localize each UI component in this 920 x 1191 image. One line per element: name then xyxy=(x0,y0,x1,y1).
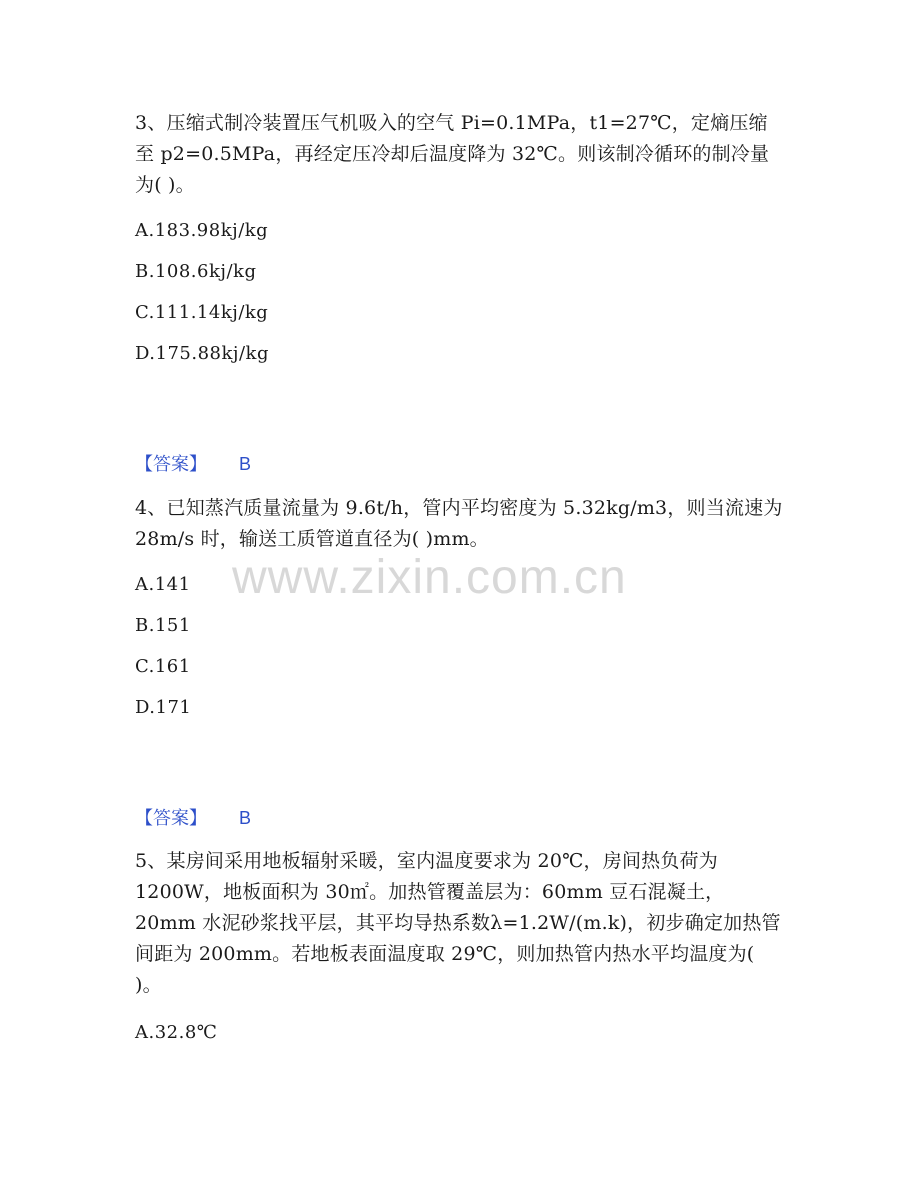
answer-label: 【答案】 xyxy=(135,454,207,475)
question-3-option-c: C.111.14kj/kg xyxy=(135,302,269,323)
question-3-option-a: A.183.98kj/kg xyxy=(135,220,269,241)
question-4-option-b: B.151 xyxy=(135,615,191,636)
answer-value: B xyxy=(239,454,252,474)
answer-label: 【答案】 xyxy=(135,808,207,829)
answer-value: B xyxy=(239,808,252,828)
question-4-option-d: D.171 xyxy=(135,697,192,718)
question-5-option-a: A.32.8℃ xyxy=(135,1022,218,1043)
question-4-answer xyxy=(135,806,251,831)
question-5-text: 5、某房间采用地板辐射采暖，室内温度要求为 20℃，房间热负荷为 1200W，地板面积为 30㎡。加热管覆盖层为：60mm 豆石混凝土，20mm 水泥砂浆找平层，其平均导热系数λ=1.2W/(m.k)，初步确定加热管间距为 200mm。若地板表面温度取 29℃，则加热管内热水平均温度为( )。 xyxy=(135,850,781,996)
question-3-answer xyxy=(135,452,251,477)
question-3-option-d: D.175.88kj/kg xyxy=(135,343,269,364)
question-4-text: 4、已知蒸汽质量流量为 9.6t/h，管内平均密度为 5.32kg/m3，则当流速为 28m/s 时，输送工质管道直径为( )mm。 xyxy=(135,497,783,550)
question-4-option-c: C.161 xyxy=(135,656,191,677)
watermark: www.zixin.com.cn xyxy=(232,551,627,604)
question-4-option-a: A.141 xyxy=(135,574,191,595)
question-3-text: 3、压缩式制冷装置压气机吸入的空气 Pi=0.1MPa，t1=27℃，定熵压缩至 p2=0.5MPa，再经定压冷却后温度降为 32℃。则该制冷循环的制冷量为( )。 xyxy=(135,112,770,196)
question-3-option-b: B.108.6kj/kg xyxy=(135,261,257,282)
